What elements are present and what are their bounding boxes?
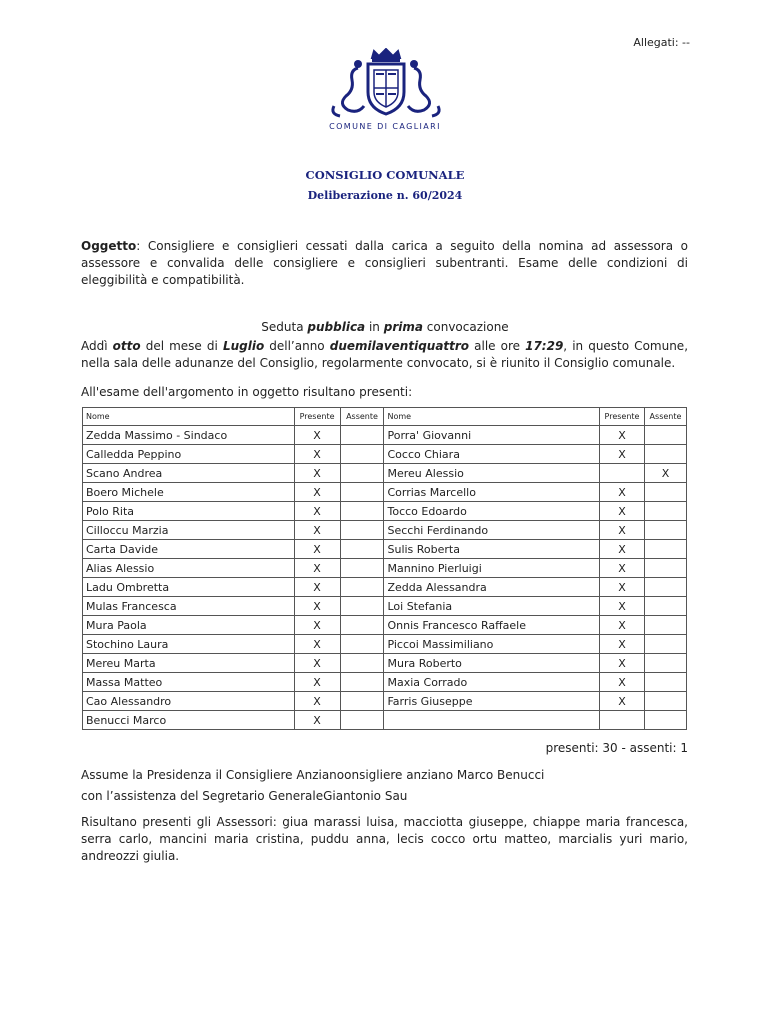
attendance-mark-cell xyxy=(340,635,384,654)
attendance-mark-cell: X xyxy=(600,692,645,711)
attendance-mark-cell: X xyxy=(600,502,645,521)
table-header-row xyxy=(83,408,687,426)
member-name-cell: Secchi Ferdinando xyxy=(384,521,600,540)
table-header-cell: Presente xyxy=(600,408,645,426)
attendance-mark-cell: X xyxy=(600,483,645,502)
attendance-count: presenti: 30 - assenti: 1 xyxy=(545,741,688,755)
attendance-mark-cell xyxy=(644,521,686,540)
attendance-mark-cell: X xyxy=(294,597,340,616)
member-name-cell: Polo Rita xyxy=(83,502,295,521)
assistance-line: con l’assistenza del Segretario GeneraleGiantonio Sau xyxy=(81,789,408,803)
attendance-mark-cell: X xyxy=(600,673,645,692)
attendance-mark-cell: X xyxy=(600,521,645,540)
attendance-mark-cell xyxy=(644,483,686,502)
member-name-cell: Maxia Corrado xyxy=(384,673,600,692)
attendance-mark-cell xyxy=(340,483,384,502)
attendance-mark-cell: X xyxy=(294,464,340,483)
table-header-cell: Nome xyxy=(83,408,295,426)
table-row xyxy=(83,464,687,483)
member-name-cell: Calledda Peppino xyxy=(83,445,295,464)
attendance-mark-cell: X xyxy=(294,521,340,540)
addi-text: dell’anno xyxy=(264,339,330,353)
attendance-mark-cell xyxy=(340,559,384,578)
member-name-cell: Cilloccu Marzia xyxy=(83,521,295,540)
attendance-mark-cell: X xyxy=(600,559,645,578)
esame-intro: All'esame dell'argomento in oggetto risultano presenti: xyxy=(81,385,413,399)
oggetto-label: Oggetto xyxy=(81,239,137,253)
member-name-cell: Mura Roberto xyxy=(384,654,600,673)
oggetto-text: : Consigliere e consiglieri cessati dalla carica a seguito della nomina ad assessora o assessore e convalida delle consigliere e consiglieri subentranti. Esame delle condizioni di eleggibilità e compatibilità. xyxy=(81,239,688,287)
addi-day: otto xyxy=(112,339,141,353)
attendance-mark-cell: X xyxy=(294,711,340,730)
addi-time: 17:29 xyxy=(525,339,564,353)
seduta-text: convocazione xyxy=(422,320,509,334)
member-name-cell: Mereu Marta xyxy=(83,654,295,673)
addi-text: del mese di xyxy=(140,339,223,353)
table-row xyxy=(83,445,687,464)
attendance-mark-cell xyxy=(340,654,384,673)
member-name-cell: Loi Stefania xyxy=(384,597,600,616)
member-name-cell: Scano Andrea xyxy=(83,464,295,483)
member-name-cell: Benucci Marco xyxy=(83,711,295,730)
table-row xyxy=(83,673,687,692)
member-name-cell: Piccoi Massimiliano xyxy=(384,635,600,654)
addi-text: , in questo Comune, nella sala delle adunanze del Consiglio, regolarmente convocato, si è riunito il Consiglio comunale. xyxy=(81,339,689,370)
assessori-paragraph: Risultano presenti gli Assessori: giua marassi luisa, macciotta giuseppe, chiappe maria francesca, serra carlo, mancini maria cristina, puddu anna, lecis cocco ortu matteo, marcialis yuri mario, andreozzi giulia. xyxy=(81,815,688,863)
table-row xyxy=(83,559,687,578)
addi-text: alle ore xyxy=(469,339,526,353)
member-name-cell: Tocco Edoardo xyxy=(384,502,600,521)
table-row xyxy=(83,711,687,730)
table-row xyxy=(83,540,687,559)
attendance-mark-cell: X xyxy=(294,426,340,445)
member-name-cell: Farris Giuseppe xyxy=(384,692,600,711)
table-row xyxy=(83,502,687,521)
seduta-line xyxy=(0,320,770,334)
attendance-mark-cell xyxy=(340,445,384,464)
member-name-cell: Mura Paola xyxy=(83,616,295,635)
attendance-mark-cell xyxy=(644,711,686,730)
table-header-cell: Assente xyxy=(644,408,686,426)
seduta-text: in xyxy=(365,320,384,334)
table-row xyxy=(83,426,687,445)
attendance-mark-cell: X xyxy=(294,540,340,559)
oggetto-paragraph xyxy=(81,238,688,289)
member-name-cell xyxy=(384,711,600,730)
attendance-mark-cell xyxy=(340,464,384,483)
attendance-mark-cell: X xyxy=(294,654,340,673)
member-name-cell: Mereu Alessio xyxy=(384,464,600,483)
attendance-mark-cell xyxy=(644,559,686,578)
table-header-cell: Assente xyxy=(340,408,384,426)
attendance-mark-cell: X xyxy=(600,426,645,445)
attendance-mark-cell xyxy=(644,502,686,521)
member-name-cell: Boero Michele xyxy=(83,483,295,502)
table-header-cell: Nome xyxy=(384,408,600,426)
table-row xyxy=(83,635,687,654)
attendance-mark-cell xyxy=(340,578,384,597)
attendance-mark-cell xyxy=(340,692,384,711)
attendance-mark-cell xyxy=(340,502,384,521)
member-name-cell: Alias Alessio xyxy=(83,559,295,578)
member-name-cell: Zedda Massimo - Sindaco xyxy=(83,426,295,445)
attendance-mark-cell: X xyxy=(600,540,645,559)
member-name-cell: Zedda Alessandra xyxy=(384,578,600,597)
attendance-mark-cell xyxy=(600,464,645,483)
attendance-mark-cell: X xyxy=(294,559,340,578)
attendance-mark-cell xyxy=(644,692,686,711)
attendance-mark-cell xyxy=(600,711,645,730)
member-name-cell: Cao Alessandro xyxy=(83,692,295,711)
attendance-mark-cell xyxy=(340,540,384,559)
attendance-mark-cell: X xyxy=(600,635,645,654)
seduta-type: pubblica xyxy=(307,320,366,334)
attendance-mark-cell xyxy=(644,445,686,464)
attendance-mark-cell xyxy=(644,426,686,445)
attendance-mark-cell: X xyxy=(294,692,340,711)
member-name-cell: Massa Matteo xyxy=(83,673,295,692)
comune-label: COMUNE DI CAGLIARI xyxy=(329,122,441,131)
attendance-mark-cell xyxy=(340,711,384,730)
seduta-text: Seduta xyxy=(261,320,308,334)
attendance-mark-cell: X xyxy=(600,616,645,635)
member-name-cell: Cocco Chiara xyxy=(384,445,600,464)
attendance-mark-cell xyxy=(644,540,686,559)
city-crest-icon xyxy=(328,48,444,120)
attendance-mark-cell xyxy=(340,616,384,635)
attendance-mark-cell: X xyxy=(600,445,645,464)
table-row xyxy=(83,597,687,616)
addi-month: Luglio xyxy=(222,339,265,353)
member-name-cell: Porra' Giovanni xyxy=(384,426,600,445)
table-row xyxy=(83,654,687,673)
addi-text: Addì xyxy=(81,339,113,353)
member-name-cell: Onnis Francesco Raffaele xyxy=(384,616,600,635)
addi-paragraph xyxy=(81,338,688,372)
member-name-cell: Mannino Pierluigi xyxy=(384,559,600,578)
member-name-cell: Stochino Laura xyxy=(83,635,295,654)
table-header-cell: Presente xyxy=(294,408,340,426)
attendance-mark-cell: X xyxy=(294,445,340,464)
attendance-mark-cell xyxy=(644,635,686,654)
member-name-cell: Sulis Roberta xyxy=(384,540,600,559)
deliberation-number: Deliberazione n. 60/2024 xyxy=(307,189,463,202)
table-row xyxy=(83,521,687,540)
attendance-mark-cell: X xyxy=(294,616,340,635)
attendance-mark-cell: X xyxy=(294,635,340,654)
attendance-mark-cell: X xyxy=(294,578,340,597)
attendance-mark-cell: X xyxy=(644,464,686,483)
attendance-mark-cell: X xyxy=(294,483,340,502)
attendance-mark-cell xyxy=(340,426,384,445)
presidency-line: Assume la Presidenza il Consigliere Anzianoonsigliere anziano Marco Benucci xyxy=(81,768,545,782)
table-row xyxy=(83,692,687,711)
attendance-mark-cell xyxy=(340,673,384,692)
seduta-convocation: prima xyxy=(383,320,423,334)
council-title: CONSIGLIO COMUNALE xyxy=(305,168,465,182)
attendance-mark-cell: X xyxy=(600,578,645,597)
member-name-cell: Mulas Francesca xyxy=(83,597,295,616)
allegati-label: Allegati: -- xyxy=(633,36,690,49)
member-name-cell: Corrias Marcello xyxy=(384,483,600,502)
member-name-cell: Carta Davide xyxy=(83,540,295,559)
table-row xyxy=(83,483,687,502)
attendance-mark-cell: X xyxy=(294,673,340,692)
table-row xyxy=(83,578,687,597)
member-name-cell: Ladu Ombretta xyxy=(83,578,295,597)
attendance-mark-cell: X xyxy=(600,654,645,673)
attendance-mark-cell xyxy=(644,597,686,616)
attendance-mark-cell xyxy=(644,578,686,597)
attendance-table xyxy=(82,407,687,730)
attendance-mark-cell xyxy=(644,673,686,692)
attendance-mark-cell: X xyxy=(294,502,340,521)
attendance-mark-cell xyxy=(340,597,384,616)
attendance-mark-cell: X xyxy=(600,597,645,616)
attendance-mark-cell xyxy=(644,616,686,635)
attendance-mark-cell xyxy=(644,654,686,673)
addi-year: duemilaventiquattro xyxy=(329,339,470,353)
table-row xyxy=(83,616,687,635)
attendance-mark-cell xyxy=(340,521,384,540)
